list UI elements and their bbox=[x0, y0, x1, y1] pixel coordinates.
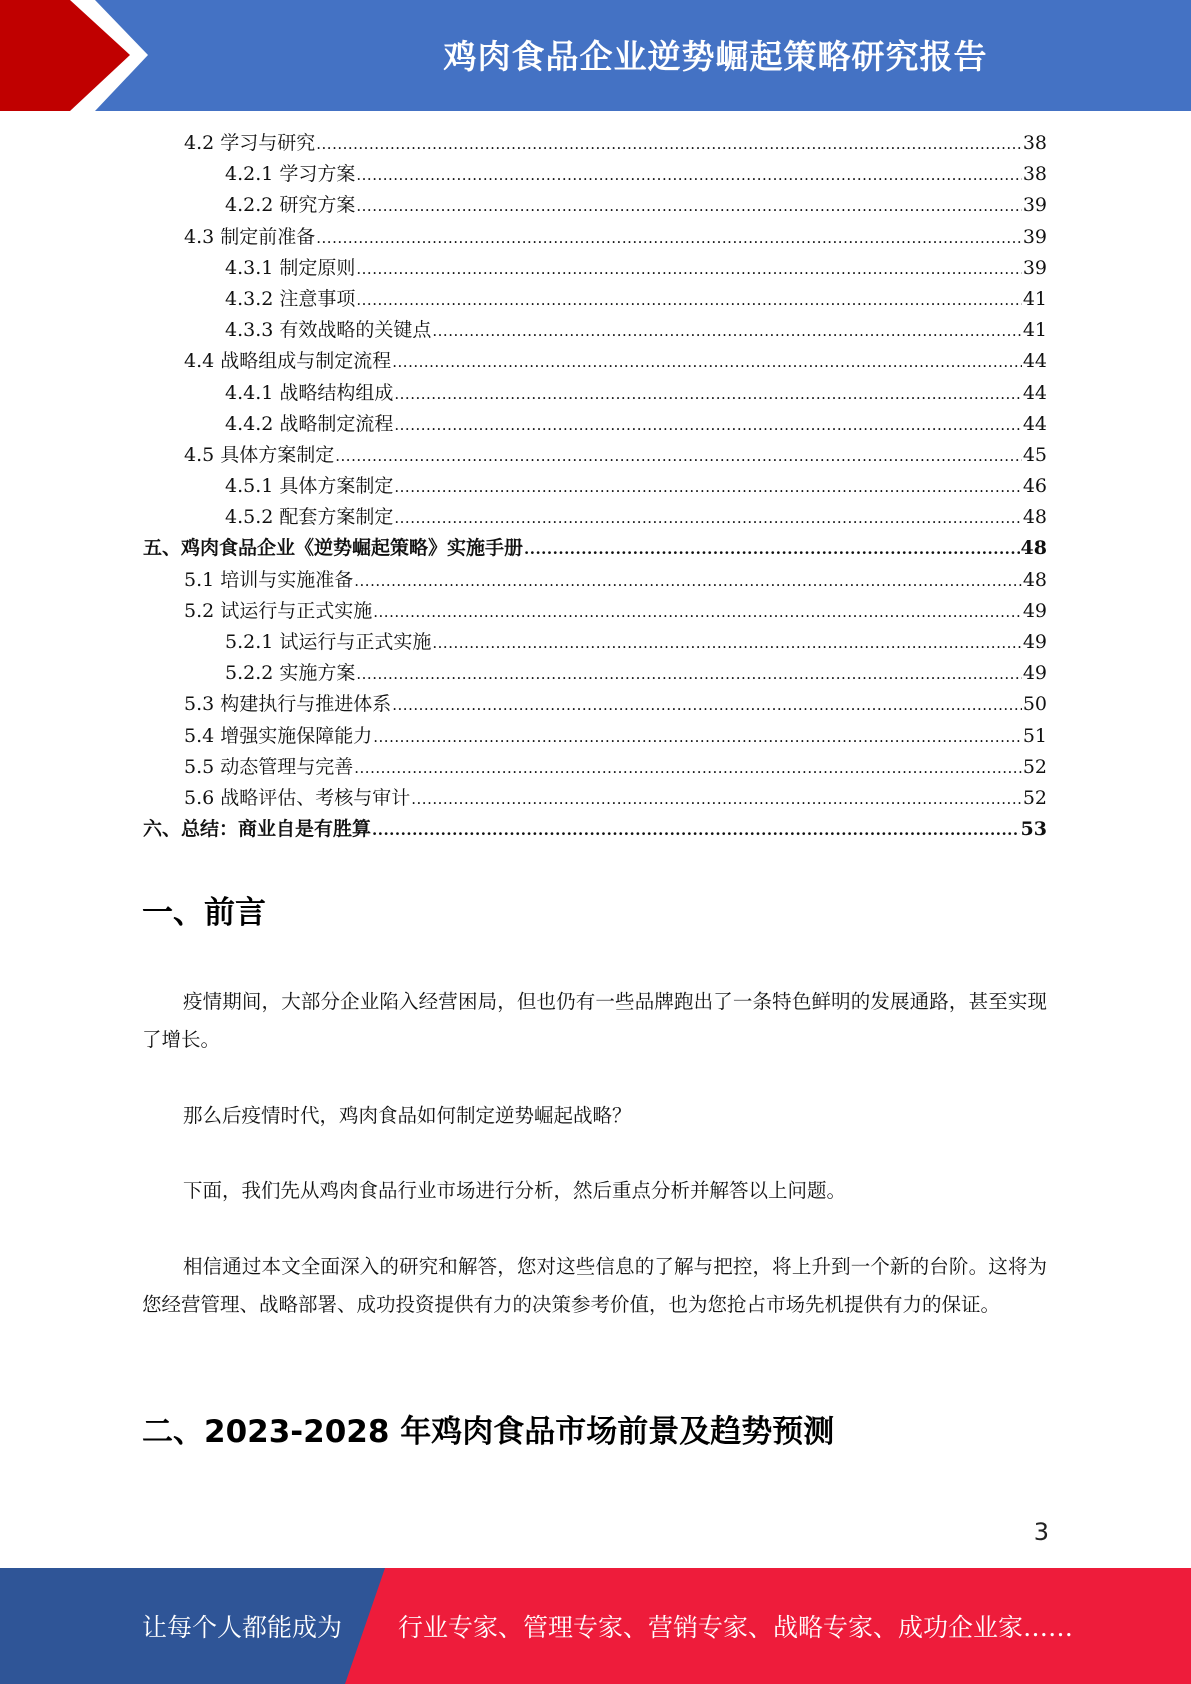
toc-entry-page: 51 bbox=[1022, 724, 1047, 747]
toc-entry-title: 5.4 增强实施保障能力 bbox=[184, 724, 373, 747]
toc-entry-title: 5.6 战略评估、考核与审计 bbox=[184, 786, 411, 809]
toc-entry[interactable] bbox=[143, 253, 1047, 284]
footer-slogan-left: 让每个人都能成为 bbox=[142, 1613, 343, 1642]
toc-entry-page: 46 bbox=[1022, 475, 1047, 498]
toc-entry[interactable] bbox=[143, 658, 1047, 689]
toc-entry-title: 5.1 培训与实施准备 bbox=[184, 568, 354, 591]
toc-entry[interactable] bbox=[143, 596, 1047, 627]
toc-dot-leader bbox=[394, 472, 1021, 503]
toc-entry-page: 52 bbox=[1022, 755, 1047, 778]
toc-entry-title: 4.2.2 研究方案 bbox=[225, 194, 356, 217]
toc-entry-title: 4.2.1 学习方案 bbox=[225, 163, 356, 186]
toc-entry[interactable] bbox=[143, 378, 1047, 409]
toc-dot-leader bbox=[335, 441, 1022, 472]
toc-entry[interactable] bbox=[143, 721, 1047, 752]
toc-entry-page: 44 bbox=[1022, 412, 1047, 435]
section-heading-preface: 一、前言 bbox=[142, 895, 266, 931]
header-banner bbox=[0, 0, 1191, 111]
toc-dot-leader bbox=[373, 597, 1022, 628]
toc-entry[interactable] bbox=[143, 814, 1047, 845]
toc-dot-leader bbox=[524, 534, 1020, 565]
toc-dot-leader bbox=[356, 191, 1021, 222]
toc-entry-page: 41 bbox=[1022, 287, 1047, 310]
toc-dot-leader bbox=[411, 784, 1022, 815]
footer-banner bbox=[0, 1568, 1191, 1684]
toc-entry-title: 4.5.2 配套方案制定 bbox=[225, 506, 394, 529]
toc-dot-leader bbox=[316, 223, 1022, 254]
toc-entry-title: 5.2 试运行与正式实施 bbox=[184, 599, 373, 622]
paragraph: 下面，我们先从鸡肉食品行业市场进行分析，然后重点分析并解答以上问题。 bbox=[183, 1179, 847, 1202]
toc-dot-leader bbox=[356, 254, 1021, 285]
toc-entry-title: 5.2.2 实施方案 bbox=[225, 662, 356, 685]
section-heading-forecast: 二、2023-2028 年鸡肉食品市场前景及趋势预测 bbox=[142, 1414, 835, 1450]
toc-entry[interactable] bbox=[143, 128, 1047, 159]
toc-dot-leader bbox=[373, 722, 1022, 753]
toc-entry-page: 48 bbox=[1020, 537, 1047, 560]
toc-dot-leader bbox=[354, 753, 1022, 784]
toc-entry-title: 4.5 具体方案制定 bbox=[184, 443, 335, 466]
toc-dot-leader bbox=[394, 410, 1021, 441]
toc-entry-page: 38 bbox=[1022, 163, 1047, 186]
toc-entry[interactable] bbox=[143, 346, 1047, 377]
toc-dot-leader bbox=[432, 628, 1021, 659]
toc-dot-leader bbox=[356, 285, 1021, 316]
toc-entry[interactable] bbox=[143, 471, 1047, 502]
toc-entry-title: 5.3 构建执行与推进体系 bbox=[184, 693, 392, 716]
toc-entry[interactable] bbox=[143, 222, 1047, 253]
toc-dot-leader bbox=[356, 659, 1021, 690]
toc-entry[interactable] bbox=[143, 565, 1047, 596]
toc-entry[interactable] bbox=[143, 409, 1047, 440]
toc-entry-title: 4.3.2 注意事项 bbox=[225, 287, 356, 310]
toc-entry-title: 4.4.1 战略结构组成 bbox=[225, 381, 394, 404]
toc-entry-title: 4.3 制定前准备 bbox=[184, 225, 316, 248]
toc-entry-title: 5.5 动态管理与完善 bbox=[184, 755, 354, 778]
toc-entry-page: 53 bbox=[1020, 818, 1047, 841]
toc-entry-page: 44 bbox=[1022, 381, 1047, 404]
toc-entry[interactable] bbox=[143, 159, 1047, 190]
toc-entry-title: 4.3.3 有效战略的关键点 bbox=[225, 319, 432, 342]
toc-entry-page: 50 bbox=[1022, 693, 1047, 716]
toc-dot-leader bbox=[394, 503, 1021, 534]
toc-entry-page: 49 bbox=[1022, 599, 1047, 622]
toc-entry[interactable] bbox=[143, 533, 1047, 564]
toc-entry-title: 六、总结：商业自是有胜算 bbox=[143, 818, 372, 841]
toc-entry-page: 41 bbox=[1022, 319, 1047, 342]
toc-entry-title: 4.4.2 战略制定流程 bbox=[225, 412, 394, 435]
paragraph: 相信通过本文全面深入的研究和解答，您对这些信息的了解与把控，将上升到一个新的台阶。这将为您经营管理、战略部署、成功投资提供有力的决策参考价值，也为您抢占市场先机提供有力的保证。 bbox=[142, 1255, 1047, 1316]
toc-entry-title: 五、鸡肉食品企业《逆势崛起策略》实施手册 bbox=[143, 537, 524, 560]
toc-entry[interactable] bbox=[143, 284, 1047, 315]
page-number: 3 bbox=[1033, 1518, 1049, 1546]
paragraph: 疫情期间，大部分企业陷入经营困局，但也仍有一些品牌跑出了一条特色鲜明的发展通路，甚至实现了增长。 bbox=[142, 990, 1047, 1051]
toc-entry-page: 52 bbox=[1022, 786, 1047, 809]
toc-entry-title: 4.3.1 制定原则 bbox=[225, 256, 356, 279]
toc-dot-leader bbox=[372, 815, 1020, 846]
toc-entry[interactable] bbox=[143, 752, 1047, 783]
toc-dot-leader bbox=[394, 379, 1021, 410]
toc-dot-leader bbox=[354, 566, 1022, 597]
header-arrow-decoration bbox=[0, 0, 160, 111]
toc-entry-title: 4.2 学习与研究 bbox=[184, 132, 316, 154]
toc-entry-page: 48 bbox=[1022, 506, 1047, 529]
toc-entry[interactable] bbox=[143, 315, 1047, 346]
toc-dot-leader bbox=[432, 316, 1021, 347]
toc-entry-page: 39 bbox=[1022, 225, 1047, 248]
toc-entry[interactable] bbox=[143, 502, 1047, 533]
toc-entry-page: 38 bbox=[1022, 132, 1047, 154]
toc-entry-title: 4.5.1 具体方案制定 bbox=[225, 475, 394, 498]
toc-dot-leader bbox=[392, 690, 1022, 721]
toc-entry-title: 5.2.1 试运行与正式实施 bbox=[225, 631, 432, 653]
toc-entry-page: 49 bbox=[1022, 662, 1047, 685]
toc-entry[interactable] bbox=[143, 627, 1047, 658]
toc-entry-page: 39 bbox=[1022, 194, 1047, 217]
footer-slogan-right: 行业专家、管理专家、营销专家、战略专家、成功企业家…… bbox=[398, 1613, 1074, 1642]
paragraph: 那么后疫情时代，鸡肉食品如何制定逆势崛起战略？ bbox=[183, 1104, 632, 1127]
toc-entry-page: 49 bbox=[1022, 631, 1047, 653]
toc-entry[interactable] bbox=[143, 190, 1047, 221]
report-title: 鸡肉食品企业逆势崛起策略研究报告 bbox=[443, 36, 988, 76]
toc-entry-page: 48 bbox=[1022, 568, 1047, 591]
toc-dot-leader bbox=[356, 160, 1021, 191]
toc-entry-page: 45 bbox=[1022, 443, 1047, 466]
toc-entry-page: 44 bbox=[1022, 350, 1047, 373]
toc-entry[interactable] bbox=[143, 783, 1047, 814]
toc-dot-leader bbox=[392, 347, 1022, 378]
toc-entry[interactable] bbox=[143, 440, 1047, 471]
toc-entry-page: 39 bbox=[1022, 256, 1047, 279]
table-of-contents bbox=[143, 128, 1047, 845]
toc-entry-title: 4.4 战略组成与制定流程 bbox=[184, 350, 392, 373]
toc-dot-leader bbox=[316, 129, 1022, 160]
toc-entry[interactable] bbox=[143, 689, 1047, 720]
